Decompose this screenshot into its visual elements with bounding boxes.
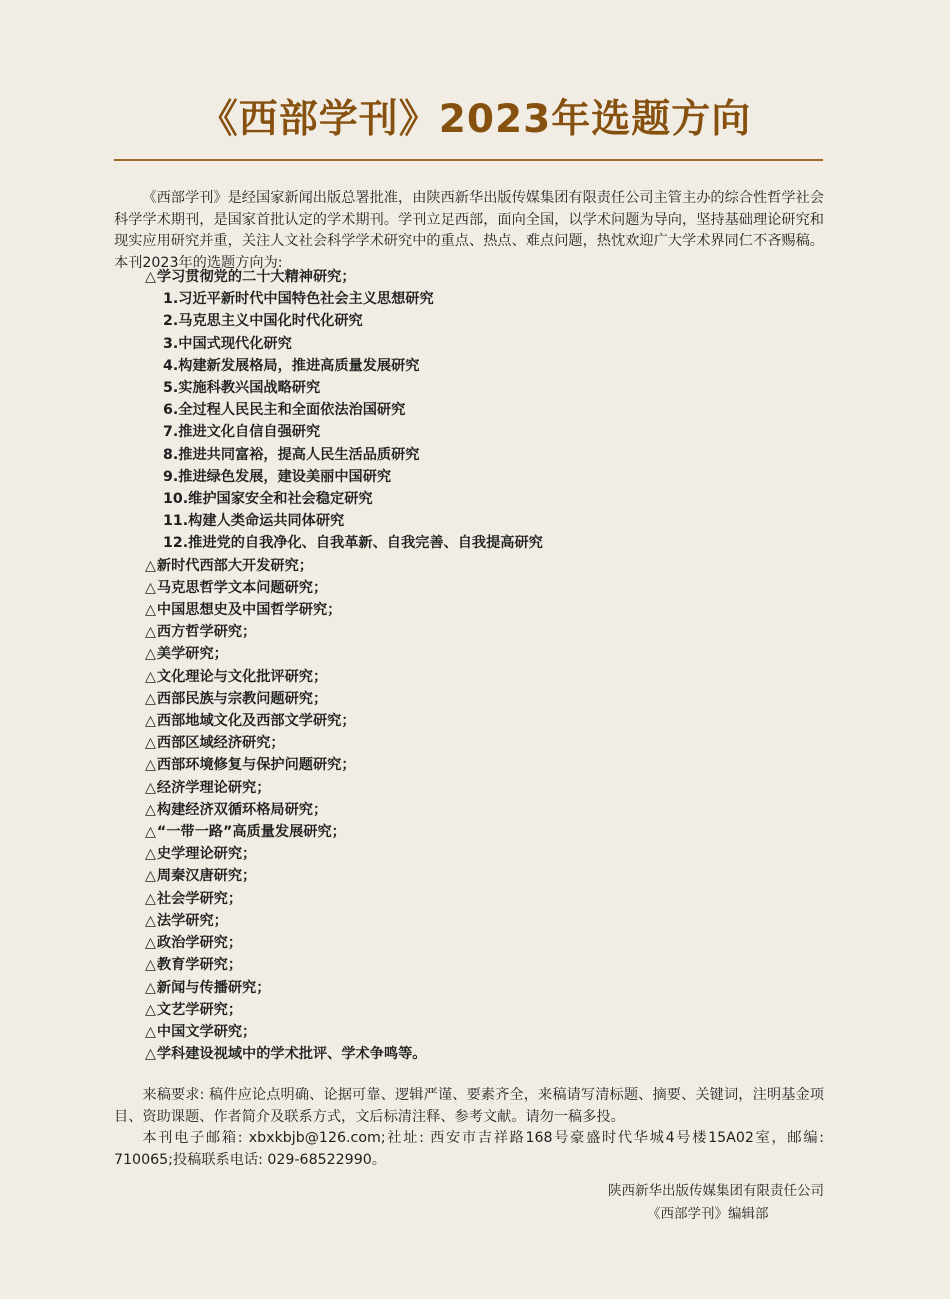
topic-list [145, 266, 805, 1065]
subtopic-item: 9.推进绿色发展，建设美丽中国研究 [163, 468, 392, 485]
topic-label: 马克思哲学文本问题研究； [156, 579, 328, 596]
triangle-bullet-icon: △ [145, 824, 156, 841]
triangle-bullet-icon: △ [145, 957, 156, 974]
subtopic-item: 6.全过程人民民主和全面依法治国研究 [163, 402, 406, 419]
topic-label: 政治学研究； [156, 935, 243, 952]
topic-item [145, 732, 805, 754]
subtopic-item: 8.推进共同富裕，提高人民生活品质研究 [163, 446, 420, 463]
topic-label: 史学理论研究； [156, 846, 257, 863]
topic-item [145, 643, 805, 665]
subtopic-group [145, 288, 805, 554]
topic-label: 新时代西部大开发研究； [156, 557, 313, 574]
triangle-bullet-icon: △ [145, 690, 156, 707]
topic-label: “一带一路”高质量发展研究； [156, 824, 346, 841]
subtopic-item: 11.构建人类命运共同体研究 [163, 513, 345, 530]
topic-label: 学习贯彻党的二十大精神研究； [156, 269, 356, 285]
triangle-bullet-icon: △ [145, 846, 156, 863]
triangle-bullet-icon: △ [145, 557, 156, 574]
topic-label: 经济学理论研究； [156, 779, 271, 796]
topic-item [145, 710, 805, 732]
topic-item [145, 821, 805, 843]
triangle-bullet-icon: △ [145, 624, 156, 641]
topic-item [145, 977, 805, 999]
topic-item [145, 843, 805, 865]
topic-item [145, 910, 805, 932]
intro-paragraph: 《西部学刊》是经国家新闻出版总署批准，由陕西新华出版传媒集团有限责任公司主管主办的综合性哲学社会科学学术期刊，是国家首批认定的学术期刊。学刊立足西部，面向全国，以学术问题为导向，坚持基础理论研究和现实应用研究并重，关注人文社会科学学术研究中的重点、热点、难点问题，热忱欢迎广大学术界同仁不吝赐稿。本刊2023年的选题方向为: [114, 190, 824, 271]
topic-label: 西部区域经济研究； [156, 735, 285, 752]
topic-item [145, 266, 805, 288]
triangle-bullet-icon: △ [145, 579, 156, 596]
topic-label: 美学研究； [156, 646, 228, 663]
subtopic-item: 5.实施科教兴国战略研究 [163, 380, 321, 397]
topic-item [145, 932, 805, 954]
triangle-bullet-icon: △ [145, 602, 156, 619]
topic-label: 文化理论与文化批评研究； [156, 668, 328, 685]
footer-publisher: 陕西新华出版传媒集团有限责任公司 [608, 1183, 824, 1199]
topic-label: 法学研究； [156, 912, 228, 929]
triangle-bullet-icon: △ [145, 1023, 156, 1040]
triangle-bullet-icon: △ [145, 735, 156, 752]
topic-item [145, 621, 805, 643]
triangle-bullet-icon: △ [145, 713, 156, 730]
subtopic-item: 3.中国式现代化研究 [163, 335, 292, 352]
topic-label: 文艺学研究； [156, 1001, 243, 1018]
triangle-bullet-icon: △ [145, 912, 156, 929]
triangle-bullet-icon: △ [145, 269, 156, 285]
topic-item [145, 888, 805, 910]
topic-item [145, 1043, 805, 1065]
triangle-bullet-icon: △ [145, 1001, 156, 1018]
topic-label: 学科建设视域中的学术批评、学术争鸣等。 [156, 1046, 427, 1063]
triangle-bullet-icon: △ [145, 935, 156, 952]
topic-label: 中国思想史及中国哲学研究； [156, 602, 342, 619]
topic-label: 新闻与传播研究； [156, 979, 271, 996]
title-divider [114, 159, 823, 161]
requirements-paragraph: 来稿要求: 稿件应论点明确、论据可靠、逻辑严谨、要素齐全，来稿请写清标题、摘要、关键词，注明基金项目、资助课题、作者简介及联系方式，文后标清注释、参考文献。请勿一稿多投。 [114, 1087, 824, 1125]
topic-item [145, 799, 805, 821]
contact-paragraph: 本刊电子邮箱: xbxkbjb@126.com;社址: 西安市吉祥路168号豪盛时代华城4号楼15A02室，邮编: 710065;投稿联系电话: 029-68522990。 [114, 1130, 824, 1168]
subtopic-item: 4.构建新发展格局，推进高质量发展研究 [163, 357, 420, 374]
topic-item [145, 954, 805, 976]
triangle-bullet-icon: △ [145, 868, 156, 885]
triangle-bullet-icon: △ [145, 801, 156, 818]
topic-item [145, 865, 805, 887]
triangle-bullet-icon: △ [145, 668, 156, 685]
footer-department: 《西部学刊》编辑部 [647, 1206, 769, 1222]
subtopic-item: 10.维护国家安全和社会稳定研究 [163, 491, 373, 508]
triangle-bullet-icon: △ [145, 779, 156, 796]
topic-label: 西部民族与宗教问题研究； [156, 690, 328, 707]
topic-item [145, 999, 805, 1021]
topic-label: 周秦汉唐研究； [156, 868, 257, 885]
triangle-bullet-icon: △ [145, 757, 156, 774]
subtopic-list [145, 288, 805, 554]
submission-notes [114, 1085, 824, 1171]
subtopic-item: 2.马克思主义中国化时代化研究 [163, 313, 363, 330]
topic-item [145, 754, 805, 776]
topic-item [145, 777, 805, 799]
subtopic-item: 1.习近平新时代中国特色社会主义思想研究 [163, 291, 434, 308]
topic-item [145, 688, 805, 710]
triangle-bullet-icon: △ [145, 646, 156, 663]
topic-label: 西方哲学研究； [156, 624, 257, 641]
topic-label: 社会学研究； [156, 890, 243, 907]
topic-item [145, 555, 805, 577]
topic-label: 中国文学研究； [156, 1023, 257, 1040]
topic-item [145, 599, 805, 621]
topic-label: 教育学研究； [156, 957, 243, 974]
triangle-bullet-icon: △ [145, 890, 156, 907]
triangle-bullet-icon: △ [145, 979, 156, 996]
triangle-bullet-icon: △ [145, 1046, 156, 1063]
subtopic-item: 7.推进文化自信自强研究 [163, 424, 321, 441]
topic-item [145, 577, 805, 599]
topic-item [145, 666, 805, 688]
topic-label: 构建经济双循环格局研究； [156, 801, 328, 818]
topic-label: 西部地域文化及西部文学研究； [156, 713, 356, 730]
topic-item [145, 1021, 805, 1043]
topic-label: 西部环境修复与保护问题研究； [156, 757, 356, 774]
page-title: 《西部学刊》2023年选题方向 [198, 97, 752, 142]
subtopic-item: 12.推进党的自我净化、自我革新、自我完善、自我提高研究 [163, 535, 543, 552]
